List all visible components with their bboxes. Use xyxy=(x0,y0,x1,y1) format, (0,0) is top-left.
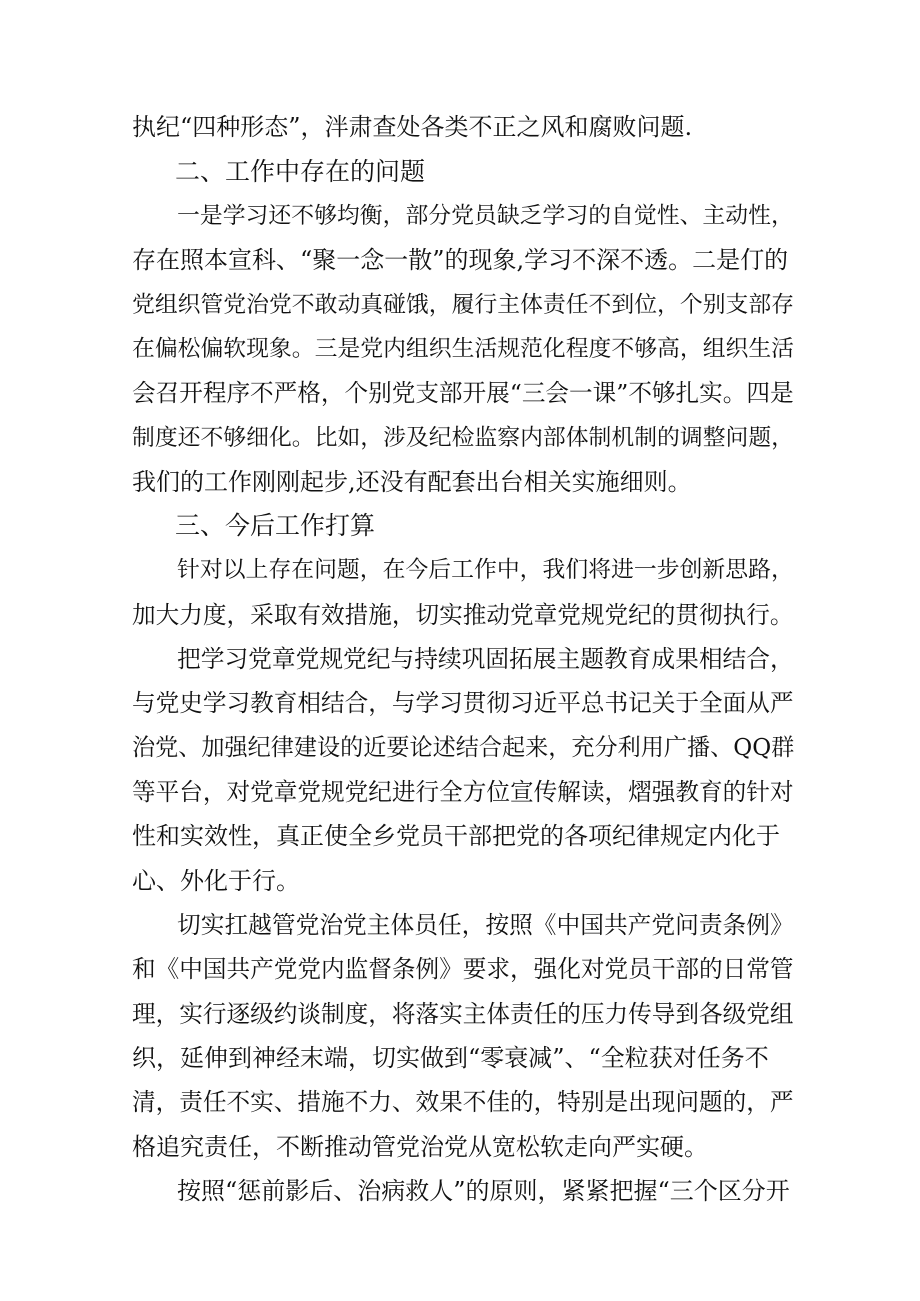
section-heading: 三、今后工作打算 xyxy=(175,511,376,540)
text-line: 存在照本宣科、“聚一念一散”的现象,学习不深不透。二是仃的 xyxy=(132,246,789,274)
text-line: 我们的工作刚刚起步,还没有配套出台相关实施细则。 xyxy=(132,468,692,496)
text-line: 加大力度，采取有效措施，切实推动党章党规党纪的贯彻执行。 xyxy=(132,601,794,629)
text-line: 切实扛越管党治党主体员任，按照《中国共产党问责条例》 xyxy=(177,911,794,939)
text-line: 在偏松偏软现象。三是党内组织生活规范化程度不够高，组织生活 xyxy=(132,336,795,362)
text-line: 党组织管党治党不敢动真碰饿，履行主体责任不到位，个别支部存 xyxy=(132,292,795,318)
text-line: 和《中国共产党党内监督条例》要求，强化对党员干部的日常管 xyxy=(132,955,794,983)
text-line: 心、外化于行。 xyxy=(132,867,300,895)
text-line: 一是学习还不够均衡，部分党员缺乏学习的自觉性、主动性， xyxy=(177,203,794,229)
text-line: 按照“惩前影后、治病救人”的原则，紧紧把握“三个区分开 xyxy=(177,1177,790,1205)
text-line: 与党史学习教育相结合，与学习贯彻习近平总书记关于全面从严 xyxy=(132,689,794,717)
text-line: 等平台，对党章党规党纪进行全方位宣传解读，熠强教育的针对 xyxy=(132,778,794,806)
text-line: 性和实效性，真正使全乡党员干部把党的各项纪律规定内化于 xyxy=(132,822,780,850)
section-heading: 二、工作中存在的问题 xyxy=(175,157,426,186)
text-line: 把学习党章党规党纪与持续巩固拓展主题教育成果相结合， xyxy=(177,645,794,673)
text-line: 执纪“四种形态”，泮肃查处各类不正之风和腐败问题. xyxy=(132,113,693,141)
text-line: 针对以上存在问题，在今后工作中，我们将进一步创新思路， xyxy=(177,557,794,583)
text-line: 理，实行逐级约谈制度，将落实主体责任的压力传导到各级党组 xyxy=(132,1000,794,1028)
text-line: 织，延伸到神经末端，切实做到“零衰减”、“全粒获对任务不 xyxy=(132,1044,769,1072)
text-line: 会召开程序不严格，个别党支部开展“三会一课”不够扎实。四是 xyxy=(132,379,794,407)
text-line: 制度还不够细化。比如，涉及纪检监察内部体制机制的调整问题， xyxy=(132,425,795,451)
text-line: 格追究责任，不断推动管党治党从宽松软走向严实硬。 xyxy=(132,1133,708,1161)
text-line: 清，责任不实、措施不力、效果不佳的，特别是出现问题的，严 xyxy=(132,1088,794,1116)
text-line: 治党、加强纪律建设的近要论述结合起来，充分利用广播、QQ群 xyxy=(132,735,795,761)
